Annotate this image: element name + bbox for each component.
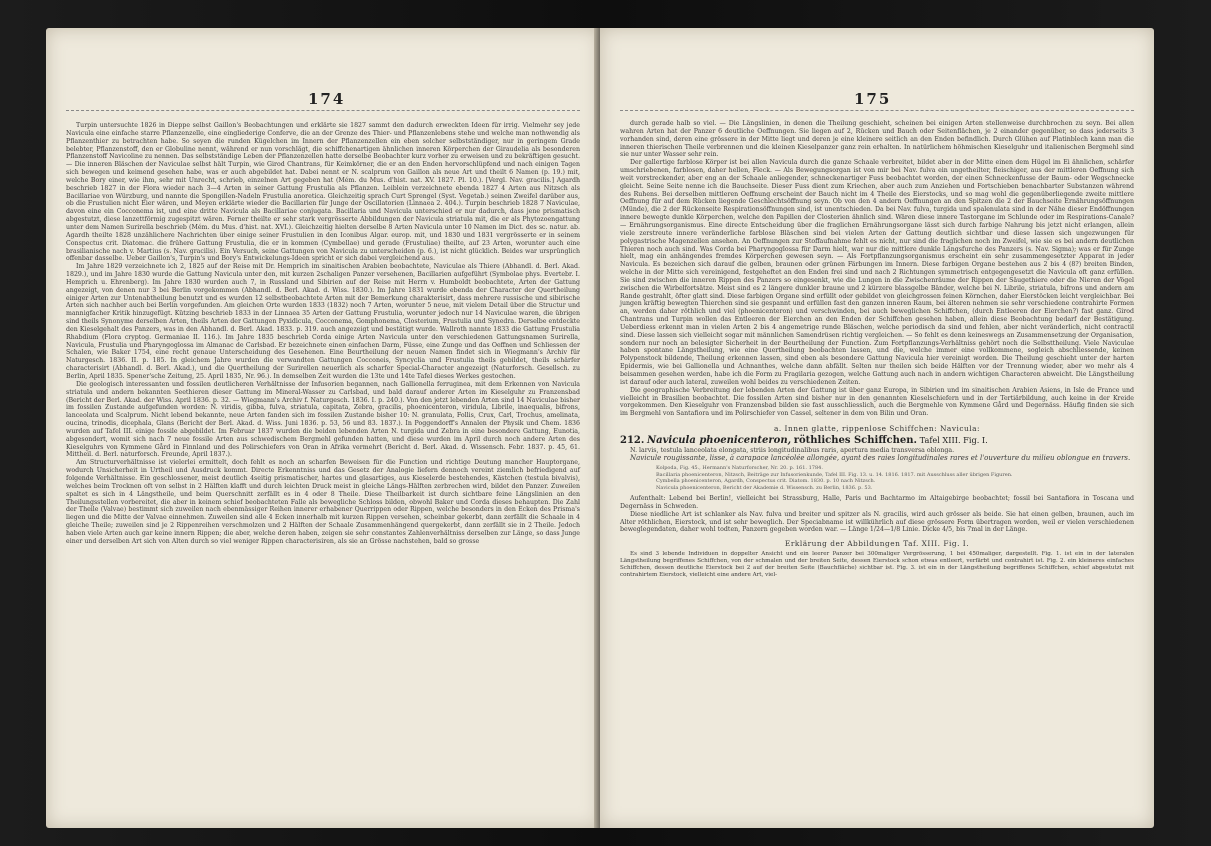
header-rule-right bbox=[620, 110, 1134, 111]
entry-common-name: röthliches Schiffchen. bbox=[793, 434, 918, 446]
reference-line: Bacillaria phoenicenteron, Nitzsch, Beiträge zur Infusorienkunde, Tafel III. Fig. 13. u. 14. 1816. 1817. mit Ausschluss aller übrigen Figuren. bbox=[656, 471, 1013, 478]
paragraph: Turpin untersuchte 1826 in Dieppe selbst Gaillon's Beobachtungen und erklärte sie 1827 sammt den dadurch erweckten Ideen für irrig. Vielmehr sey jede Navicula eine einfache starre Pflanzenzelle, eine eingliederige Conferve, die an der Grenze des Thier- und Pflanzenlebens stehe und welche man nothwendig als Pflanzenthier zu betrachten habe. So seyen die runden Kügelchen im Innern der Pflanzenzellen ein eben solcher selbstständiger, nur in geringem Grade belebter, Pflanzenstoff, den er Globuline nennt, während er nun vorschlägt, die schiffchenartigen ähnlichen inneren Körperchen der Giraudelia als besonderen Pflanzenstoff Navicoline zu nennen. Das selbstständige Leben der Pflanzenzellen hatte derselbe Beobachter kurz vorher zu erweisen und zu bekräftigen gesucht. — Die inneren Bläschen der Naviculae selbst hält Turpin, wie Girod Chantrans, für Keimkörner, die er an den Enden hervorschlüpfend und nach einigen Tagen sich bewegen und keimend gesehen habe, was er auch abgebildet hat. Dabei nennt er N. scalprum von Gaillon als neue Art und theilt 6 Namen (p. 19.) mit, welche Bory einer, wie ihm, sehr mit Unrecht, schrieb, einzelnen Art gegeben hat (Mém. du Mus. d'hist. nat. XV. 1827. Pl. 10.). [Vergl. Nav. gracilis.] Agardh beschrieb 1827 in der Flora wieder nach 3—4 Arten in seiner Gattung Frustulia als Pflanzen. Leiblein verzeichnete ebenda 1827 4 Arten aus Nitzsch als Bacillariae von Würzburg, und nannte die Spongillen-Nadeln Frustulia anoretica. Gleichzeitig sprach Curt Sprengel (Syst. Vegetab.) seinen Zweifel darüber aus, ob die Frustulien nicht Eier wären, und Meyen erklärte wieder die Bacillarien für Junge der Oscillatorien (Linnaea 2. 404.). Turpin beschrieb 1828 7 Naviculae, davon eine ein Cocconema ist, und eine dritte Navicula als Bacillariae conjugata. Bacillaria und Navicula unterschied er nur dadurch, dass jene prismatisch abgestutzt, diese lanzettförmig zugespitzt wären. Ferner theilte er sehr stark vergrösserte Abbildungen der Navicula striatula mit, die er als Phytozoengattung unter dem Namen Surirella beschrieb (Mém. du Mus. d'hist. nat. XVI.). Gleichzeitig hielten derselbe 8 Arten Navicula unter 10 Namen im Dict. des sc. natur. ab. Agardh theilte 1828 unzählichere Nachrichten über einige seiner Frustulien in den Iconibus Algar. europ. mit, und 1830 und 1831 vergrösserte er in seinem Conspectus crit. Diatomac. die frühere Gattung Frustulia, die er in kommen (Cymbellae) und gerade (Frustuliae) theilte, auf 23 Arten, worunter auch eine brasilianische nach v. Martius (s. Nav. gracilis). Ein Versuch, seine Gattungen von Navicula zu unterscheiden (p. 6.), ist nicht glücklich. Beides war ursprünglich offenbar dasselbe. Ueber Gaillon's, Turpin's und Bory's Entwickelungs-Ideen spricht er sich dabei vergleichend aus. bbox=[66, 122, 580, 263]
left-page-body bbox=[66, 122, 580, 546]
page-number-right: 175 bbox=[854, 90, 892, 108]
paragraph: durch gerade halb so viel. — Die Längslinien, in denen die Theilung geschieht, scheinen bei einigen Arten stellenweise durchbrochen zu seyn. Bei allen wahren Arten hat der Panzer 6 deutliche Oeffnungen. Sie liegen auf 2, Rücken und Bauch oder Seitenflächen, je 2 einander gegenüber, so dass jederseits 3 vorhanden sind, deren eine grössere in der Mitte liegt und deren je eine kleinere seitlich an den Enden befindlich. Durch Glühen auf Platinblech kann man die inneren thierischen Theile verbrennen und die kleinen Kieselpanzer ganz rein erhalten. In natürlichem höhmischen Kieselguhr und italienischen Bergmehl sind sie nur unter Wasser sehr rein. bbox=[620, 120, 1134, 159]
diagnosis-french: Navicule rougissante, lisse, à carapace lancéolée allongée, ayant des raies longitudinales rares et l'ouverture du milieu oblongue en travers. bbox=[630, 453, 1131, 462]
diagnosis-latin: N. larvis, testula lanceolata elongata, striis longitudinalibus raris, apertura media transversa oblonga. bbox=[630, 446, 955, 454]
right-page-body bbox=[620, 120, 1134, 579]
paragraph: Am Structurverhältnisse ist vielerlei ermittelt, doch fehlt es noch an scharfen Beweisen für die Function und richtige Deutung mancher Hauptorgane, wodurch Unsicherheit in Urtheil und Ausdruck kommt. Directe Erkenntniss und das Gesetz der Analogie liefern dennoch vereint ziemlich befriedigend auf folgende Verhältnisse. Ein geschlossener, meist deutlich 4seitig prismatischer, hartes und glasartiges, aus Kieselerde bestehendes, Kästchen (testula bivalvis), welches beim Trocknen oft von selbst in 2 Hälften klafft und durch leichten Druck meist in gleiche Längs-Hälften zerbrechen wird, bildet den Panzer. Zuweilen spaltet es sich in 4 Längstheile, und beim Querschnitt zerfällt es in 4 oder 8 Theile. Diese Theilbarkeit ist durch sichtbare feine Längslinien an den Theilungsstellen vorbereitet, die aber in keinem schief beobachteten Falle als bewegliche Schloss bilden, obwohl Baker und Corda dieses behaupten. Die Zahl der Theile (Valvae) bestimmt sich zuweilen nach ebenmässiger Reihen innerer erhabener Querrippen oder Rippen, welche besonders in den Ecken des Prisma's liegen und die Mitte der Valvae einnehmen. Zuweilen sind alle 4 Ecken innerhalb mit kurzen Rippen versehen, scheinbar gekerbt, dann zerfällt die Schaale in 4 gleiche Theile; zuweilen sind je 2 Rippenreihen verschmolzen und 2 Hälften der Schaale Zusammenhängend quergekerbt, dann zerfällt sie in 2 Theile. Jedoch haben viele Arten auch gar keine innern Rippen; die aber, welche deren haben, zeigen sie sehr constantes Zahlenverhältniss derselben zur Länge, so dass Junge einer und derselben Art sich von Alten durch so viel weniger Rippen characterisiren, als sie an Grösse nachstehen, bald so grosse bbox=[66, 459, 580, 545]
plate-explanation-text: Es sind 3 lebende Individuen in doppelter Ansicht und ein leerer Panzer bei 300maliger Vergrösserung, 1 bei 450maliger, dargestellt. Fig. 1. ist ein in der lateralen Längstheilung begriffenes Schiffchen, von der schmalen und der breiten Seite, dessen Eierstock schon etwas entleert, verfärbt und contrahirt ist. Fig. 2. ein kleineres einfaches Schiffchen, dessen deutliche Eierstock bei 2 auf der breiten Seite (Bauchfläche) sichtbar ist. Fig. 3. ist ein in der Längstheilung begriffenes Schiffchen, schief abgestutzt mit contrahirtem Eierstock, vielleicht eine andere Art, viel- bbox=[620, 551, 1134, 579]
page-number-left: 174 bbox=[308, 90, 346, 108]
paragraph: Im Jahre 1829 verzeichnete ich 2, 1825 auf der Reise mit Dr. Hemprich im sinaitischen Arabien beobachtete, Naviculae als Thiere (Abhandl. d. Berl. Akad. 1829.), und im Jahre 1830 wurde die Gattung Navicula unter den, mit kurzen 2schaligen Panzer versehenen, Bacillarien aufgeführt (Symbolae phys. Evertebr. I. Hemprich u. Ehrenberg). Im Jahre 1830 wurden auch 7, in Russland und Sibirien auf der Reise mit Herrn v. Humboldt beobachtete, Arten der Gattung angezeigt, von denen nur 3 bei Berlin vorgekommen (Abhandl. d. Berl. Akad. d. Wiss. 1830.). Im Jahre 1831 wurde ebenda der Character der Quertheilung einiger Arten zur Untenabtheilung benutzt und es wurden 12 selbstbeobachtete Arten mit der Bemerkung charakterisirt, dass mehrere russische und sibirische Arten sich nachher auch bei Berlin vorgefunden. Am gleichen Orte wurden 1833 (1832) noch 7 Arten, worunter 5 neue, mit vielem Detail über die Structur und mannigfacher Kritik hinzugefügt. Kützing beschrieb 1833 in der Linnaea 35 Arten der Gattung Frustulia, worunter jedoch nur 14 Naviculae waren, die übrigen sind theils Synonyme derselben Arten, theils Arten der Gattungen Pyxidicula, Cocconema, Gomphonema, Closterium, Frustulia und Synedra. Derselbe entdeckte den Kieselgehalt des Panzers, was in den Abhandl. d. Berl. Akad. 1833. p. 319. auch angezeigt und bestätigt wurde. Wallroth nannte 1833 die Gattung Frustulia Rhabdium (Flora cryptog. Germaniae II. 116.). Im Jahre 1835 beschrieb Corda einige Arten Navicula unter den verschiedenen Gattungsnamen Surirella, Navicula, Frustulia und Pharyngoglossa im Almanac de Carlsbad. Er bezeichnete einen einfachen Darm, Füsse, eine Zunge und das Oeffnen und Schliessen der Schalen, wie Baker 1754, eine recht genaue Unterscheidung des Gesehenen. Eine Beurtheilung der neuen Namen findet sich in Wiegmann's Archiv für Naturgesch. 1836. II. p. 185. In gleichem Jahre wurden die verwandten Gattungen Cocconeis, Syncyclia und Frustulia theils gebildet, theils schärfer characterisirt (Abhandl. d. Berl. Akad.), und die Quertheilung der Surirellen neuerlich als scharfer Special-Character angezeigt (Naturforsch. Gesellsch. zu Berlin, April 1835. Spener'sche Zeitung, 25. April 1835, Nr. 96.). In demselben Zeit wurden die 13te und 14te Tafel dieses Werkes gestochen. bbox=[66, 263, 580, 380]
entry-number: 212. bbox=[620, 434, 645, 446]
header-rule-left bbox=[66, 110, 580, 111]
synonym-references bbox=[656, 465, 1134, 491]
entry-name: Navicula phoenicenteron, bbox=[646, 434, 792, 446]
paragraph: Diese niedliche Art ist schlanker als Nav. fulva und breiter und spitzer als N. gracilis, wird auch grösser als beide. Sie hat einen gelben, braunen, auch im Alter röthlichen, Eierstock, und ist sehr beweglich. Der Speciabname ist willkührlich auf diese grössere Form übertragen worden, weil er vielen verschiedenen beweglegendaten, daher wohl todten, Panzern gegeben worden war. — Länge 1/24—1/8 Linie. Dicke 4/5, bis 7mal in der Länge. bbox=[620, 510, 1134, 534]
paragraph: Der gallertige farblose Körper ist bei allen Navicula durch die ganze Schaale verbreitet, bildet aber in der Mitte einen dem Hügel im Ei ähnlichen, schärfer umschriebenen, farblosen, daher hellen, Fleck. — Als Bewegungsorgan ist von mir bei Nav. fulva ein ungetheilter, fleischiger, aus der mittleren Oeffnung sich weit vorstreckender, aber eng an der Schaale anliegender, schneckenartiger Fuss beobachtet worden, der einen Schneckenfusse der Baum- oder Wegschnecke gleicht. Seine Seite nenne ich die Bauchseite. Dieser Fuss dient zum Kriechen, aber auch zum Anziehen und Fortschieben benachbarter Substanzen während des Ruhens. Bei derselben mittleren Oeffnung erscheint der Bauch nicht im 4 Theile des Eierstocks, und so mag wohl die gegenüberliegende zweite mittlere Oeffnung für auf dem Rücken liegende Geschlechtsöffnung seyn. Ob von den 4 andern Oeffnungen an den Spitzen die 2 der Bauchseite Ernährungsöffnungen (Münde), die 2 der Rückenseite Respirationsöffnungen sind, ist unentschieden. Da bei Nav. fulva, turgida und spalenulata sind in der Nähe dieser Endöffnungen innere bewegte dunkle Körperchen, welche den Papillen der Closterien ähnlich sind. Wären diese innere Tastorgane im Schlunde oder im Respirations-Canale? — Ernährungsorganismus. Eine directe Entscheidung über die fraglichen Ernährungsorgane lässt sich durch farbige Nahrung bis jetzt nicht erlangen, allein viele zerstreute innere veränderliche farblose Bläschen sind bei vielen Arten der Gattung deutlich sichtbar und diese lassen sich ungezwungen für polygastrische Magenzellen ansehen. An Oeffnungen zur Stoffaufnahme fehlt es nicht, nur sind die fraglichen noch im Zweifel, wie sie es bei andern deutlichen Thieren noch auch sind. Was Corda bei Pharyngoglossa für Darm hielt, war nur die mittlere dunkle Längsfurche des Panzers (s. Nav. Sigma); was er für Zunge hielt, mag ein anhängendes fremdes Körperchen gewesen seyn. — Als Fortpflanzungsorganismus erscheint ein sehr zusammengesetzter Apparat in jeder Navicula. Es bezeichen sich darauf die gelben, braunen oder grünen Färbungen im Innern. Diese farbigen Organe bestehen aus 2 bis 4 (8?) breiten Binden, welche in der Mitte sich vereinigend, festgeheftet an den Enden frei sind und nach 2 Richtungen symmetrisch entgegengesetzt die Navicula oft ganz erfüllen. Sie sind zwischen die inneren Rippen des Panzers so eingesenkt, wie die Lungen in die Zwischenräume der Rippen der Säugethiere oder die Nieren der Vögel zwischen die Wirbelfortsätze. Meist sind es 2 längere dunkler braune und 2 kürzere blassgelbe Bänder, welche bei N. Librile, striatula, bifrons und andern am Rande gestrahlt, öfter glatt sind. Diese farbigen Organe sind erfüllt oder gebildet von gleichgrossen feinen Körnchen, daher Eierstöcken leicht vergleichbar. Bei jungen kräftig bewegten Thierchen sind sie gespannt und erfüllen fast den ganzen inneren Raum, bei älteren nehmen sie sehr verschiedene contrahirte Formen an, werden daher röthlich und viel (phoenicenteron) und verschwinden, bei auch beweglichen Schiffchen, (durch Entleeren der Eierchen?) fast ganz. Girod Chantrans und Turpin wollen das Entleeren der Eierchen an den Enden der Schiffchen gesehen haben, allein diese Beobachtung bedarf der Bestätigung. Ueberdiess erkennt man in vielen Arten 2 bis 4 angemetrige runde Bläschen, welche periodisch da sind und fehlen, aber nicht veränderlich, nicht contractil sind. Diese lassen sich vielleicht sogar mit männlichen Samendrüsen richtig vergleichen. — So fehlt es denn keineswegs an Zusammensetzung der Organisation, sondern nur noch an belesigter Sicherheit in der Beurtheilung der Function. Zum Fortpflanzungs-Verhältniss gehört noch die Selbsttheilung. Viele Naviculae haben spontane Längstheilung, wie eine Quertheilung beobachten lassen, und die, welche immer eine vollkommene, sogleich abschliessende, keinen Polypenstock bildende, Theilung erkennen lassen, sind eben als besondere Gattung Navicula hier vereinigt worden. Die Theilung geschieht unter der harten Epidermis, wie bei Gallionella und Achnanthes, welche dann abfällt. Selten nur theilen sich beide Hälften vor der Trennung wieder, aber wo mehr als 4 beisammen gesehen werden, habe ich die Form zu Fragilaria gezogen, welche Gattung auch nach in andern wichtigen Characteren abweicht. Die Längstheilung ist darauf oder auch lateral, zuweilen wohl beides zu verschiedenen Zeiten. bbox=[620, 159, 1134, 386]
entry-plate: Tafel XIII. Fig. I. bbox=[919, 434, 988, 445]
reference-line: Kolpoda, Fig. 45., Hermann's Naturforscher, Nr. 20. p. 161. 1784. bbox=[656, 465, 823, 472]
paragraph: Die geologisch interessanten und fossilen deutlicheren Verhältnisse der Infusorien begannen, nach Gallionella ferruginea, mit dem Erkennen von Navicula striatula und andern bekannten Seethieren dieser Gattung im Mineral-Wasser zu Carlsbad, und bald darauf anderer Arten im Kieselguhr zu Franzensbad (Bericht der Berl. Akad. der Wiss. April 1836. p. 32. — Wiegmann's Archiv f. Naturgesch. 1836. I. p. 240.). Von den jetzt lebenden Arten sind 14 Naviculae bisher im fossilen Zustande aufgefunden worden: N. viridis, gibba, fulva, striatula, capitata, Zebra, gracilis, phoenicenteron, viridula, Librile, inaequalis, bifrons, lanceolata und Scalprum. Nicht lebend bekannte, neue Arten fanden sich im fossilen Zustande bisher 10: N. granulata, Follis, Crux, Carl, Trochus, amelinata, oucina, trinodis, dicephala, Glans (Bericht der Berl. Akad. d. Wiss. Juni 1836. p. 53, 56 und 83. 1837.). In Poggendorff's Annalen der Physik und Chem. 1836 wurden auf Tafel III. einige fossile abgebildet. Im Februar 1837 wurden die beiden lebenden Arten N. turgida und Zebra in eine besondere Gattung, Eunotia, abgesondert, womit sich nach 7 neue fossile Arten aus schwedischem Bergmehl gefunden hatten, und diese wurden im April durch noch andere Arten des Kieselguhrs von Kymmene Gård in Finnland und des Polirschiefers von Oran in Afrika vermehrt (Bericht d. Berl. Akad. d. Wissensch. Febr. 1837. p. 45, 61. Mittheil. d. Berl. naturforsch. Freunde, April 1837.). bbox=[66, 380, 580, 459]
plate-explanation-heading: Erklärung der Abbildungen Taf. XIII. Fig. I. bbox=[784, 539, 970, 549]
left-page bbox=[46, 28, 600, 828]
reference-line: Navicula phoenicenteron, Bericht der Akademie d. Wissensch. zu Berlin, 1836. p. 53. bbox=[656, 484, 873, 491]
species-entry-heading bbox=[620, 434, 1134, 446]
paragraph: Die geographische Verbreitung der lebenden Arten der Gattung ist über ganz Europa, in Sibirien und im sinaitischen Arabien Asiens, in Isle de France und vielleicht in Brasilien beobachtet. Die fossilen Arten sind bisher nur in den genannten Kieselschiefern und in der Tertiärbildung, auch keine in der Kreide vorgekommen. Den Kieselguhr von Franzensbad bilden sie fast ausschliesslich, auch die Bergmehle von Kymmene Gård und Degernäss. Häufig finden sie sich im Bergmehl von Santafiora und im Polirschiefer von Cassel, seltener in dem von Bilin und Oran. bbox=[620, 386, 1134, 418]
paragraph: Aufenthalt: Lebend bei Berlin!, vielleicht bei Strassburg, Halle, Paris und Bachtarmo im Altaigebirge beobachtet; fossil bei Santafiora in Toscana und Degernäss in Schweden. bbox=[620, 495, 1134, 510]
right-page bbox=[600, 28, 1154, 828]
reference-line: Cymbella phoenicenteron, Agardh, Conspectus crit. Diatom. 1830. p. 10 nach Nitzsch. bbox=[656, 478, 876, 485]
section-heading: a. Innen glatte, rippenlose Schiffchen: Navicula: bbox=[773, 424, 981, 434]
